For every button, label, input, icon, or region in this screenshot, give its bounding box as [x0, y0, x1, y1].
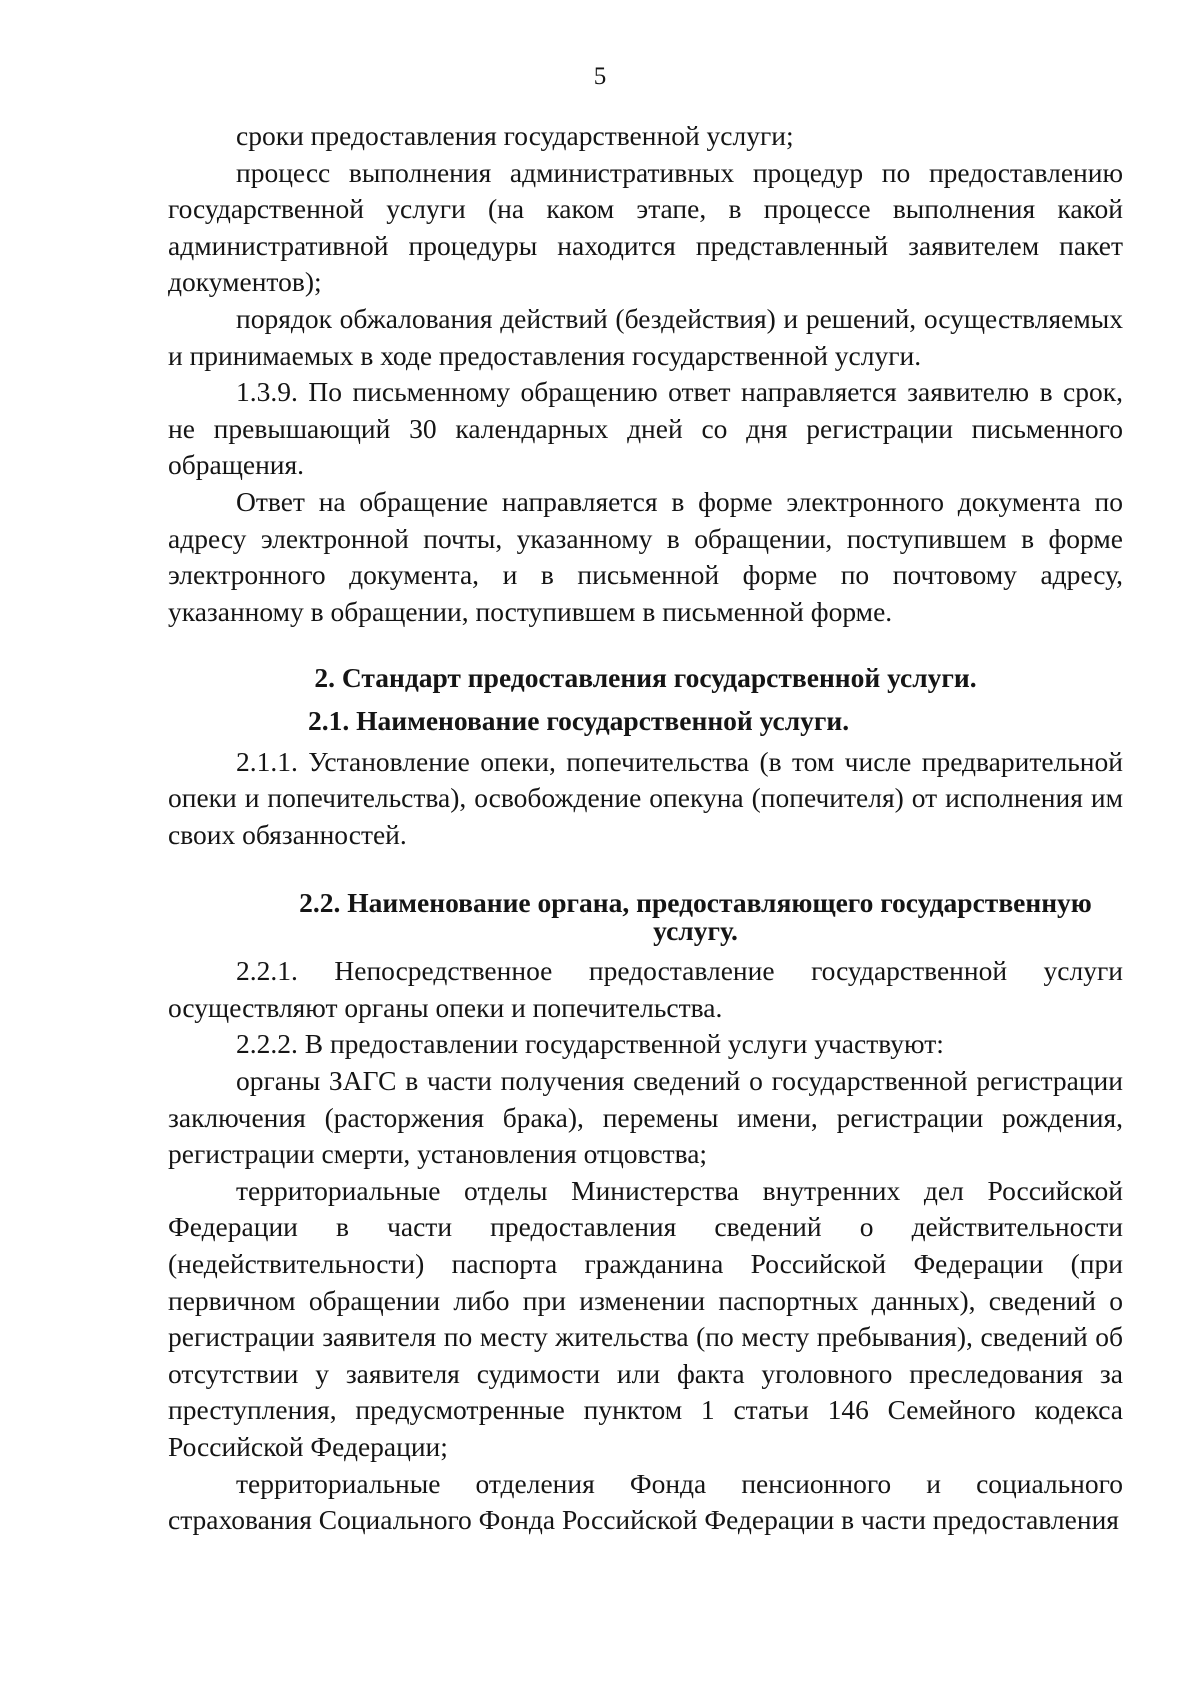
paragraph-response-form: Ответ на обращение направляется в форме электронного документа по адресу электронной почты, указанному в обращении, поступившем в форме электронного документа, и в письменной форме по почтовому адресу, указанному в обращении, поступившем в письменной форме. [168, 485, 1123, 627]
paragraph-deadlines: сроки предоставления государственной услуги; [236, 120, 794, 151]
section-heading-2-1: 2.1. Наименование государственной услуги. [308, 704, 850, 736]
paragraph-1-3-9: 1.3.9. По письменному обращению ответ направляется заявителю в срок, не превышающий 30 календарных дней со дня регистрации письменного обращения. [168, 376, 1123, 481]
section-heading-2-2: 2.2. Наименование органа, предоставляющего государственную услугу. [299, 887, 1092, 947]
paragraph-procedure-process: процесс выполнения административных процедур по предоставлению государственной услуги (на каком этапе, в процессе выполнения какой административной процедуры находится представленный заявителем пакет документов); [168, 156, 1123, 298]
paragraph-zags: органы ЗАГС в части получения сведений о государственной регистрации заключения (расторжения брака), перемены имени, регистрации рождения, регистрации смерти, установления отцовства; [168, 1065, 1123, 1170]
paragraph-2-1-1: 2.1.1. Установление опеки, попечительства (в том числе предварительной опеки и попечительства), освобождение опекуна (попечителя) от исполнения им своих обязанностей. [168, 745, 1123, 850]
paragraph-2-2-1: 2.2.1. Непосредственное предоставление государственной услуги осуществляют органы опеки и попечительства. [168, 955, 1123, 1023]
page-number: 5 [593, 63, 607, 90]
paragraph-mvd: территориальные отделы Министерства внутренних дел Российской Федерации в части предоставления сведений о действительности (недействительности) паспорта гражданина Российской Федерации (при первичном обращении либо при изменении паспортных данных), сведений о регистрации заявителя по месту жительства (по месту пребывания), сведений об отсутствии у заявителя судимости или факта уголовного преследования за преступления, предусмотренные пунктом 1 статьи 146 Семейного кодекса Российской Федерации; [168, 1174, 1123, 1462]
section-heading-2: 2. Стандарт предоставления государственной услуги. [314, 662, 977, 694]
paragraph-appeal-order: порядок обжалования действий (бездействия) и решений, осуществляемых и принимаемых в ходе предоставления государственной услуги. [168, 302, 1123, 371]
document-body [168, 118, 1123, 1539]
paragraph-social-fund: территориальные отделения Фонда пенсионного и социального страхования Социального Фонда Российской Федерации в части предоставления [168, 1467, 1123, 1536]
paragraph-2-2-2: 2.2.2. В предоставлении государственной услуги участвуют: [236, 1028, 944, 1060]
